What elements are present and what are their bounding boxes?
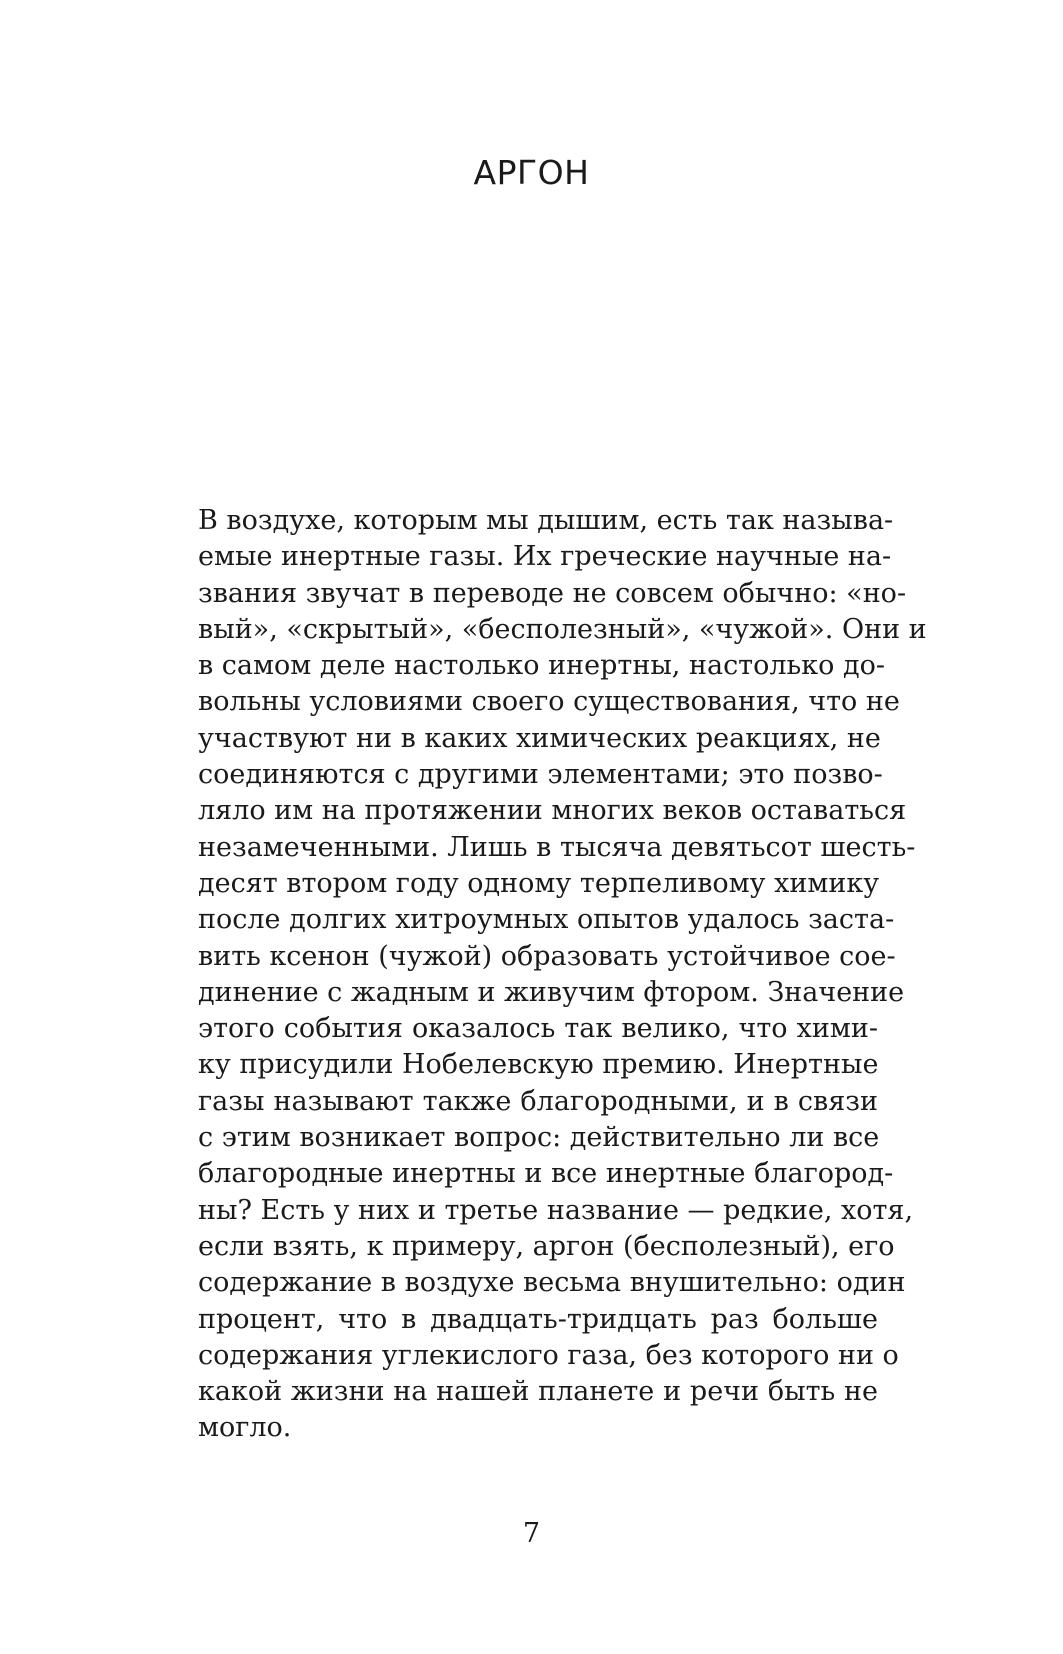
text-line: соединяются с другими элементами; это позво- xyxy=(198,759,883,791)
text-line: процент, что в двадцать-тридцать раз больше xyxy=(198,1303,878,1335)
text-line: динение с жадным и живучим фтором. Значение xyxy=(198,976,905,1008)
text-line: благородные инертны и все инертные благород- xyxy=(198,1158,894,1190)
text-line: десят втором году одному терпеливому химику xyxy=(198,867,880,899)
text-line: вить ксенон (чужой) образовать устойчивое сое- xyxy=(198,940,896,972)
text-line: в самом деле настолько инертны, настолько до- xyxy=(198,650,885,682)
text-line: содержание в воздухе весьма внушительно: один xyxy=(198,1267,906,1299)
text-line: вольны условиями своего существования, что не xyxy=(198,686,900,718)
text-line: этого события оказалось так велико, что хими- xyxy=(198,1013,878,1045)
text-line: с этим возникает вопрос: действительно ли все xyxy=(198,1122,880,1154)
text-line: участвуют ни в каких химических реакциях, не xyxy=(198,722,881,754)
text-line: ляло им на протяжении многих веков оставаться xyxy=(198,795,907,827)
page-number: 7 xyxy=(522,1518,541,1549)
text-line: незамеченными. Лишь в тысяча девятьсот шесть- xyxy=(198,831,916,863)
text-line: ку присудили Нобелевскую премию. Инертные xyxy=(198,1049,879,1081)
text-line: содержания углекислого газа, без которого ни о xyxy=(198,1339,899,1371)
text-line: могло. xyxy=(198,1412,292,1444)
text-line: какой жизни на нашей планете и речи быть не xyxy=(198,1376,878,1408)
text-line: вый», «скрытый», «бесполезный», «чужой». Они и xyxy=(198,613,927,645)
text-line: В воздухе, которым мы дышим, есть так называ- xyxy=(198,505,894,536)
text-line: после долгих хитроумных опытов удалось заста- xyxy=(198,904,895,936)
body-paragraph xyxy=(198,503,927,1447)
text-line: если взять, к примеру, аргон (бесполезный), его xyxy=(198,1230,895,1262)
text-line: емые инертные газы. Их греческие научные на- xyxy=(198,541,892,573)
text-line: газы называют также благородными, и в связи xyxy=(198,1085,878,1117)
text-line: ны? Есть у них и третье название — редкие, хотя, xyxy=(198,1194,914,1226)
chapter-title: АРГОН xyxy=(473,153,590,192)
text-line: звания звучат в переводе не совсем обычно: «но- xyxy=(198,577,907,609)
